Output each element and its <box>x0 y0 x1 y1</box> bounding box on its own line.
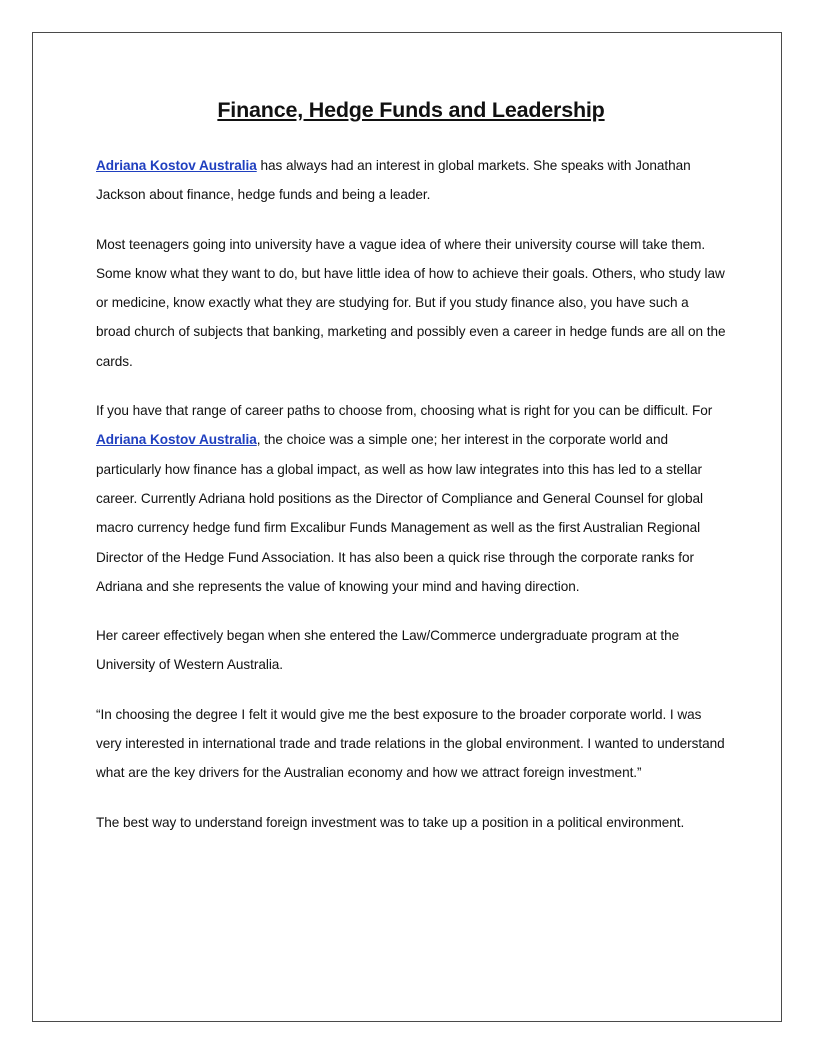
paragraph-intro-text: has always had an interest in global markets. She speaks with Jonathan Jackson about finance, hedge funds and being a leader. <box>96 158 691 203</box>
author-link-inline[interactable]: Adriana Kostov Australia <box>96 432 257 448</box>
paragraph-quote: “In choosing the degree I felt it would give me the best exposure to the broader corporate world. I was very interested in international trade and trade relations in the global environment. I wanted to understand what are the key drivers for the Australian economy and how we attract foreign investment.” <box>96 706 725 781</box>
paragraph-foreign-investment: The best way to understand foreign investment was to take up a position in a political environment. <box>96 814 685 830</box>
paragraph-intro <box>96 151 726 210</box>
author-link[interactable]: Adriana Kostov Australia <box>96 158 257 173</box>
paragraph-university: Most teenagers going into university have a vague idea of where their university course will take them. Some know what they want to do, but have little idea of how to achieve their goals. Others, who study law or medicine, know exactly what they are studying for. But if you study finance also, you have such a broad church of subjects that banking, marketing and possibly even a career in hedge funds are all on the cards. <box>96 236 726 369</box>
paragraph-career-start: Her career effectively began when she entered the Law/Commerce undergraduate program at the University of Western Australia. <box>96 628 680 673</box>
paragraph-career-paths-start: If you have that range of career paths to choose from, choosing what is right for you can be difficult. For <box>96 403 713 419</box>
document-body <box>96 98 726 857</box>
paragraph-career-paths <box>96 396 726 601</box>
document-title: Finance, Hedge Funds and Leadership <box>217 98 605 122</box>
paragraph-career-paths-end: , the choice was a simple one; her interest in the corporate world and particularly how finance has a global impact, as well as how law integrates into this has led to a stellar career. Currently Adriana hold positions as the Director of Compliance and General Counsel for global macro currency hedge fund firm Excalibur Funds Management as well as the first Australian Regional Director of the Hedge Fund Association. It has also been a quick rise through the corporate ranks for Adriana and she represents the value of knowing your mind and having direction. <box>96 432 704 594</box>
